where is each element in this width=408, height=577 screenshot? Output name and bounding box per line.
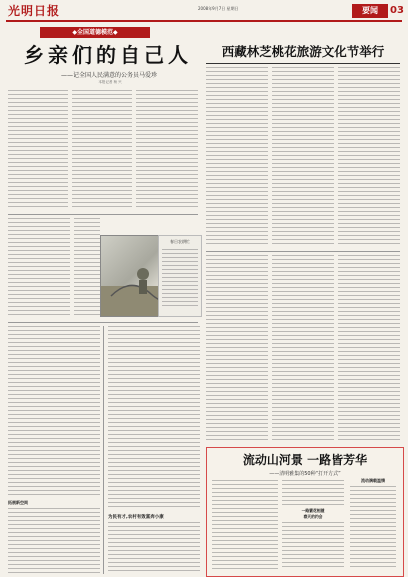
right-body-col-2	[272, 67, 334, 247]
lead-body-col-2	[72, 90, 132, 210]
featured-sidebar-text	[350, 486, 396, 570]
lower-mid-col-1	[108, 326, 200, 510]
featured-sidebar-title: 流动满载温情	[361, 478, 385, 483]
column-rule	[103, 326, 104, 574]
lower-left-col-2	[8, 508, 100, 574]
right-body-col-3	[338, 67, 400, 247]
photo-caption-panel	[158, 235, 202, 317]
masthead-rule	[6, 20, 402, 22]
right-headline-rule	[206, 63, 400, 64]
divider	[8, 214, 198, 215]
lower-mid-col-2	[108, 522, 200, 574]
lead-body-col-1	[8, 90, 68, 210]
divider	[8, 322, 198, 323]
lead-body-col-3	[136, 90, 198, 210]
right-body-col-4	[206, 255, 268, 443]
featured-section-1: 一路繁花相随	[301, 508, 325, 513]
featured-subhead: ——清明雅集的50种“打开方式”	[269, 471, 341, 477]
right-body-col-5	[272, 255, 334, 443]
newspaper-logo: 光明日报	[8, 4, 61, 18]
lead-body-col-5	[74, 218, 100, 318]
lead-subhead: ——记全国人民满意的公务员马爱珍	[60, 72, 157, 79]
section-label: 要闻	[352, 4, 388, 18]
page-number: 03	[390, 5, 404, 16]
right-body-col-1	[206, 67, 268, 247]
featured-col-2a	[282, 480, 344, 506]
photo-caption-text	[162, 249, 198, 309]
lead-body-col-4	[8, 218, 70, 318]
lead-headline[interactable]: 乡亲们的自己人	[24, 43, 192, 67]
lower-mid-subhead: 为民有才,农村有致富奔小康	[108, 515, 164, 520]
featured-headline[interactable]: 流动山河景 一路皆芳华	[242, 453, 368, 467]
divider	[206, 251, 400, 252]
right-headline[interactable]: 西藏林芝桃花旅游文化节举行	[221, 44, 385, 59]
featured-col-1	[212, 480, 278, 570]
lead-byline: 本报记者 杨 兴	[98, 80, 122, 84]
right-body-col-6	[338, 255, 400, 443]
date-line: 2008年9月7日 星期日	[198, 6, 239, 11]
featured-col-2b	[282, 522, 344, 570]
lower-left-col-1	[8, 326, 100, 496]
featured-section-2: 春天的约会	[303, 514, 323, 519]
lower-left-subhead: 拓展新空间	[8, 500, 28, 505]
lead-banner: ◆全国道德模范◆	[40, 27, 150, 38]
photo-title: 春日农耕忙	[170, 239, 190, 244]
